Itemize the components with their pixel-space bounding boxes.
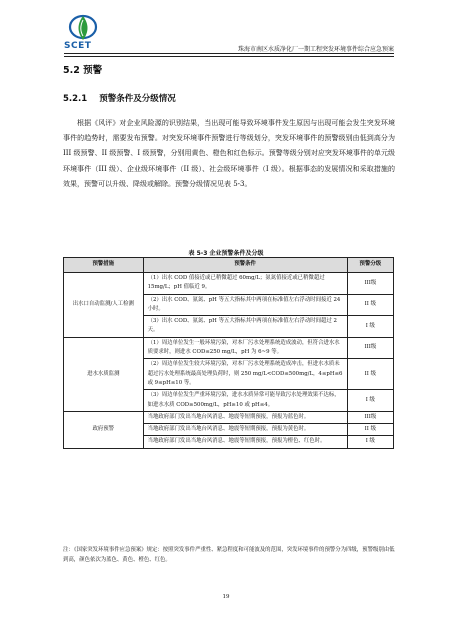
warning-table xyxy=(63,257,394,449)
table-header-row xyxy=(64,258,394,273)
logo-text: SCET xyxy=(64,41,92,51)
measure-cell: 政府预警 xyxy=(64,411,144,448)
header-measure: 预警措施 xyxy=(64,258,144,273)
table-row xyxy=(64,337,394,359)
level-cell: II 级 xyxy=(347,359,393,390)
page-number: 19 xyxy=(222,594,230,600)
table-row xyxy=(64,273,394,295)
header-level: 预警分级 xyxy=(347,258,393,273)
level-cell: III级 xyxy=(347,411,393,423)
level-cell: II 级 xyxy=(347,424,393,436)
header-rule xyxy=(64,53,394,54)
subsection-title: 预警条件及分级情况 xyxy=(99,94,176,104)
level-cell: I 级 xyxy=(347,390,393,412)
table-note: 注：《国家突发环境事件应急预案》规定：按照突发事件严重性、紧急程度和可能波及的范围，突发环境事件的预警分为四级，预警级别由低到高，颜色依次为蓝色、黄色、橙色、红色。 xyxy=(63,547,395,563)
header-condition: 预警条件 xyxy=(143,258,347,273)
table-caption: 表 5-3 企业预警条件及分级 xyxy=(188,250,264,257)
condition-cell: 当地政府部门发出当地台风消息、地震等短期预报，预报为黄色时。 xyxy=(143,424,347,436)
level-cell: III级 xyxy=(347,337,393,359)
body-paragraph: 根据《风评》对企业风险源的识别结果，当出现可能导致环境事件发生原因与出现可能会发生突发环境事件的趋势时，需要发布预警。对突发环境事件预警进行等级划分，突发环境事件的预警级别由低到高分为 III 级预警、II 级预警、I 级预警，分别用黄色、橙色和红色标示。预警等级分别对应突发环境事件的单元级环境事件（III 级）、企业级环境事件（II 级）、社会级环境事件（I 级）。根据事态的发展情况和采取措施的效果，预警可以升级、降级或解除。预警分级情况见表 5-3。 xyxy=(63,119,395,188)
measure-cell: 进水水质监测 xyxy=(64,337,144,411)
section-heading: 5.2 预警 xyxy=(63,65,103,76)
condition-cell: 当地政府部门发出当地台风消息、地震等短期预报，预报为橙色、红色时。 xyxy=(143,436,347,448)
condition-cell: （2）出水 COD、氨氮、pH 等五大指标其中两项在标准值左右浮动时间接近 24 小时。 xyxy=(143,294,347,316)
subsection-heading xyxy=(63,92,176,104)
level-cell: I 级 xyxy=(347,436,393,448)
condition-cell: （1）周边单位发生一般环境污染，对本厂污水处理系统造成波动，但符合进水水质要求时，则进水 COD≤250 mg/L，pH 为 6~9 等。 xyxy=(143,337,347,359)
level-cell: I 级 xyxy=(347,316,393,338)
measure-cell: 出水口自动监测/人工检测 xyxy=(64,273,144,338)
header-rule-thin xyxy=(64,56,394,57)
document-header-title: 珠海市南区水质净化厂一期工程突发环境事件综合应急预案 xyxy=(237,46,394,53)
subsection-number: 5.2.1 xyxy=(63,94,88,104)
table-row xyxy=(64,411,394,423)
level-cell: II 级 xyxy=(347,294,393,316)
condition-cell: （3）出水 COD、氨氮、pH 等五大指标其中两项在标准值左右浮动时间超过 2 天。 xyxy=(143,316,347,338)
condition-cell: （1）出水 COD 值接近或已稍微超过 60mg/L；氨氮值接近或已稍微超过 15mg/L；pH 值临近 9。 xyxy=(143,273,347,295)
condition-cell: （2）周边单位发生较大环境污染，对本厂污水处理系统造成冲击，但进水水质未超过污水处理系统最高处理负荷时，则 250 mg/L<COD≤500mg/L，4≤pH≤6 或 9≤pH≤10 等。 xyxy=(143,359,347,390)
level-cell: III级 xyxy=(347,273,393,295)
condition-cell: （3）周边单位发生严重环境污染，进水水质异常可能导致污水处理效果不达标，如进水水质 COD≥500mg/L，pH≥10 或 pH≤4。 xyxy=(143,390,347,412)
condition-cell: 当地政府部门发出当地台风消息、地震等短期预报，预报为蓝色时。 xyxy=(143,411,347,423)
